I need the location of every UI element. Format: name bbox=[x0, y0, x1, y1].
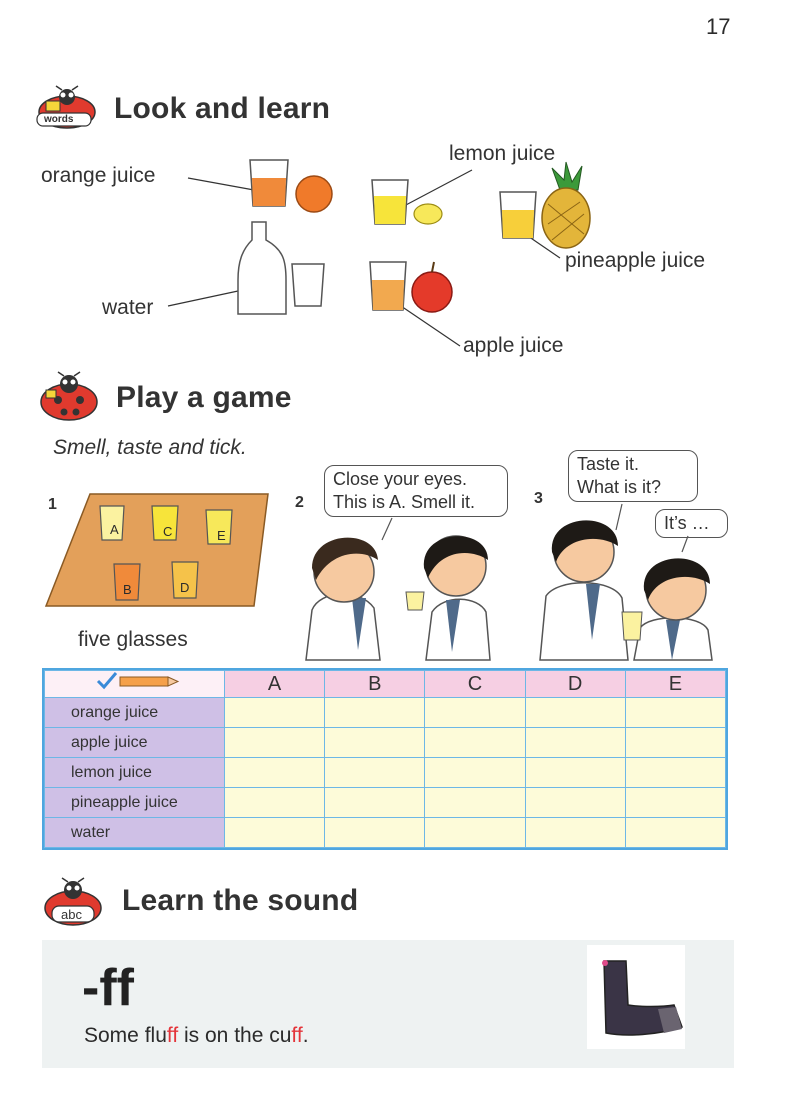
table-row bbox=[45, 758, 726, 788]
row-label: lemon juice bbox=[45, 758, 225, 788]
bubble-line: Close your eyes. bbox=[333, 469, 468, 489]
tick-cell[interactable] bbox=[425, 698, 525, 728]
pencil-tick-icon bbox=[90, 671, 180, 691]
game-instruction: Smell, taste and tick. bbox=[53, 436, 247, 459]
step-number-3: 3 bbox=[534, 490, 543, 507]
tick-cell[interactable] bbox=[225, 788, 325, 818]
glass-letter-e: E bbox=[217, 528, 226, 543]
column-header: E bbox=[625, 671, 725, 698]
boy-illustration bbox=[306, 538, 380, 660]
tick-cell[interactable] bbox=[225, 818, 325, 848]
label-orange-juice: orange juice bbox=[41, 164, 156, 187]
tick-cell[interactable] bbox=[525, 728, 625, 758]
table-row bbox=[45, 788, 726, 818]
section-title-play-a-game: Play a game bbox=[116, 381, 292, 414]
tick-cell[interactable] bbox=[625, 728, 725, 758]
table-row bbox=[45, 728, 726, 758]
tick-cell[interactable] bbox=[625, 818, 725, 848]
tick-cell[interactable] bbox=[325, 698, 425, 728]
tick-cell[interactable] bbox=[325, 818, 425, 848]
tick-table bbox=[42, 668, 728, 850]
step-number-2: 2 bbox=[295, 494, 304, 511]
sentence-highlight: ff bbox=[291, 1024, 303, 1047]
boy-illustration bbox=[622, 558, 712, 660]
tick-cell[interactable] bbox=[225, 758, 325, 788]
tick-cell[interactable] bbox=[225, 698, 325, 728]
label-pineapple-juice: pineapple juice bbox=[565, 249, 706, 272]
sentence-part: is on the cu bbox=[178, 1024, 292, 1047]
table-corner bbox=[45, 671, 225, 698]
sound-heading: -ff bbox=[82, 959, 134, 1017]
bubble-line: This is A. Smell it. bbox=[333, 492, 476, 512]
label-water: water bbox=[102, 296, 154, 319]
tick-cell[interactable] bbox=[225, 728, 325, 758]
row-label: orange juice bbox=[45, 698, 225, 728]
sound-sentence bbox=[84, 1024, 309, 1048]
abc-icon-label: abc bbox=[61, 907, 82, 922]
tick-cell[interactable] bbox=[625, 698, 725, 728]
tick-cell[interactable] bbox=[625, 758, 725, 788]
tick-cell[interactable] bbox=[425, 788, 525, 818]
glass-letter-c: C bbox=[163, 524, 173, 539]
tick-cell[interactable] bbox=[325, 788, 425, 818]
row-label: water bbox=[45, 818, 225, 848]
step-number-1: 1 bbox=[48, 496, 57, 513]
sentence-highlight: ff bbox=[166, 1024, 179, 1047]
label-lemon-juice: lemon juice bbox=[449, 142, 556, 165]
bubble-line: Taste it. bbox=[577, 454, 640, 474]
row-label: apple juice bbox=[45, 728, 225, 758]
tick-cell[interactable] bbox=[425, 818, 525, 848]
table-row bbox=[45, 818, 726, 848]
caption-five-glasses: five glasses bbox=[78, 628, 188, 651]
sentence-part: . bbox=[302, 1024, 309, 1047]
tick-cell[interactable] bbox=[325, 728, 425, 758]
tick-cell[interactable] bbox=[425, 758, 525, 788]
page-number: 17 bbox=[706, 14, 731, 39]
tick-cell[interactable] bbox=[525, 788, 625, 818]
words-icon-label: words bbox=[44, 114, 74, 125]
tick-cell[interactable] bbox=[325, 758, 425, 788]
tick-cell[interactable] bbox=[525, 758, 625, 788]
tick-cell[interactable] bbox=[525, 698, 625, 728]
column-header: C bbox=[425, 671, 525, 698]
boy-illustration bbox=[540, 520, 628, 660]
row-label: pineapple juice bbox=[45, 788, 225, 818]
bubble-line: What is it? bbox=[577, 477, 662, 497]
glass-letter-a: A bbox=[110, 522, 119, 537]
fluffy-cuff-illustration bbox=[596, 955, 684, 1043]
speech-bubble-its: It’s … bbox=[655, 509, 728, 538]
section-title-learn-the-sound: Learn the sound bbox=[122, 884, 359, 917]
glass-letter-b: B bbox=[123, 582, 132, 597]
sentence-part: Some flu bbox=[84, 1024, 167, 1047]
tick-cell[interactable] bbox=[525, 818, 625, 848]
section-title-look-and-learn: Look and learn bbox=[114, 92, 331, 125]
table-row bbox=[45, 698, 726, 728]
column-header: D bbox=[525, 671, 625, 698]
column-header: A bbox=[225, 671, 325, 698]
tick-cell[interactable] bbox=[425, 728, 525, 758]
tick-cell[interactable] bbox=[625, 788, 725, 818]
column-header: B bbox=[325, 671, 425, 698]
boy-illustration bbox=[406, 536, 490, 660]
label-apple-juice: apple juice bbox=[463, 334, 564, 357]
glass-letter-d: D bbox=[180, 580, 190, 595]
